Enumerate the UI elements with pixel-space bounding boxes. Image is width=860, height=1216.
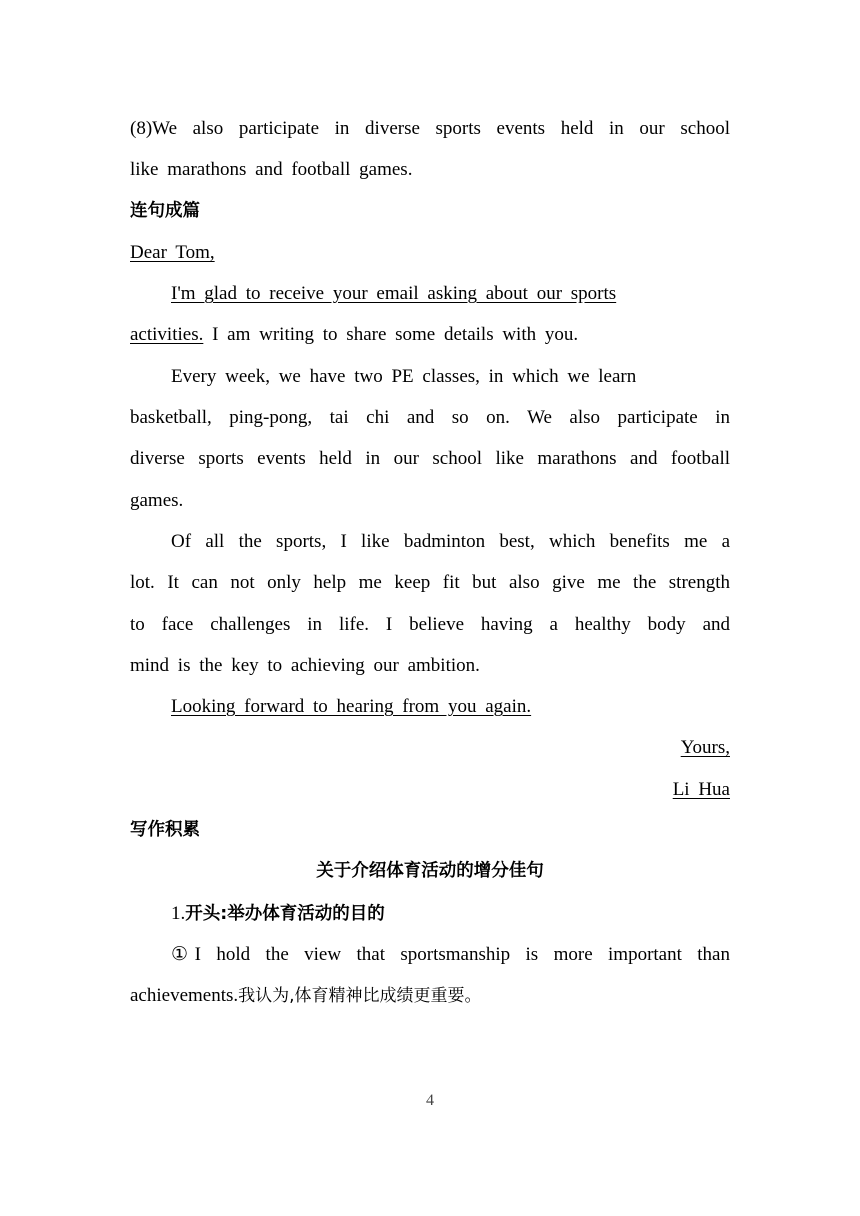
section-heading-accumulation: 写作积累 [130,820,200,841]
opening-sentence: I'm glad to receive your email asking about our sports [171,283,617,305]
signature-text: Li Hua [672,778,730,800]
letter-greeting [130,232,730,273]
letter-paragraph-2-line-1: Every week, we have two PE classes, in which we learn [171,365,637,387]
letter-signature [130,769,730,810]
opening-sentence-rest: I am writing to share some details with you. [203,324,579,346]
sentence-1-translation: 我认为,体育精神比成绩更重要。 [238,986,482,1007]
letter-paragraph-1-line-2 [130,314,730,355]
sentence-1-line-1: ①I hold the view that sportsmanship is more important than [171,943,730,965]
sign-off-text: Yours, [680,737,730,759]
document-body [130,108,730,1017]
item-1-number: 1. [171,902,186,924]
letter-paragraph-1-line-1 [130,273,730,314]
letter-paragraph-3-line-4: mind is the key to achieving our ambition. [130,654,480,676]
section-subtitle: 关于介绍体育活动的增分佳句 [316,861,544,882]
letter-paragraph-2-line-4: games. [130,489,184,511]
item-1-title: 开头:举办体育活动的目的 [185,903,385,924]
sentence-1-english-end: achievements. [130,985,239,1007]
opening-sentence-end: activities. [130,324,204,346]
letter-paragraph-2-line-2: basketball, ping-pong, tai chi and so on. We also participate in [130,407,730,429]
letter-paragraph-3-line-2: lot. It can not only help me keep fit but also give me the strength [130,572,730,594]
sentence-1-line-2 [130,975,730,1016]
letter-closing-line [130,686,730,727]
letter-paragraph-3-line-1: Of all the sports, I like badminton best, which benefits me a [171,530,730,552]
item-1-heading [130,893,730,934]
page-number: 4 [426,1092,434,1109]
letter-paragraph-3-line-3: to face challenges in life. I believe having a healthy body and [130,613,730,635]
letter-sign-off [130,727,730,768]
closing-sentence: Looking forward to hearing from you again. [171,696,532,718]
paragraph-8-line-2: like marathons and football games. [130,159,413,181]
letter-paragraph-2-line-3: diverse sports events held in our school like marathons and football [130,448,730,470]
section-heading-essay: 连句成篇 [130,200,200,221]
greeting-text: Dear Tom, [130,241,215,263]
paragraph-8-line-1: (8)We also participate in diverse sports events held in our school [130,118,730,139]
